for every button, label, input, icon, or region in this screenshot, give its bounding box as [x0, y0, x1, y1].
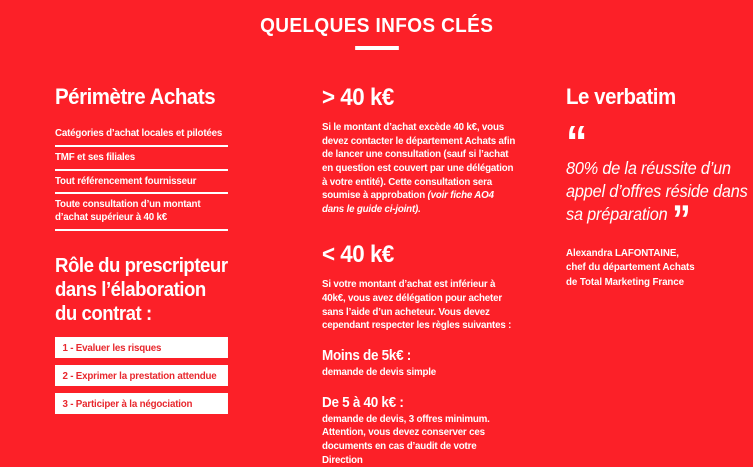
attribution-line: Alexandra LAFONTAINE,: [566, 247, 679, 260]
title-underline: [355, 46, 399, 50]
list-item: Toute consultation d’un montant d’achat supérieur à 40 k€: [55, 194, 228, 231]
perimetre-achats-section: [55, 84, 228, 421]
role-heading-line: du contrat :: [55, 302, 152, 325]
verbatim-section: [566, 84, 748, 289]
header-inner: [260, 15, 493, 50]
role-steps: [55, 337, 228, 414]
quote-body: 80% de la réussite d’un appel d’offres réside dans sa préparation: [566, 158, 748, 225]
step-box: 3 - Participer à la négociation: [55, 393, 228, 414]
over-40k-body: [322, 121, 516, 216]
attribution-line: chef du département Achats: [566, 261, 695, 274]
quote-text: 80% de la réussite d’un appel d’offres réside dans sa préparation ”: [566, 158, 748, 243]
page-title: QUELQUES INFOS CLÉS: [259, 15, 494, 37]
under-5k-body: demande de devis simple: [322, 366, 437, 379]
verbatim-heading: Le verbatim: [566, 84, 676, 109]
list-item: Tout référencement fournisseur: [55, 171, 228, 195]
5-to-40k-heading: De 5 à 40 k€ :: [322, 394, 404, 411]
over-40k-body-italic: (voir fiche AO4 dans le guide ci-joint).: [322, 189, 494, 215]
perimetre-achats-heading: Périmètre Achats: [55, 84, 216, 109]
role-heading-line: Rôle du prescripteur: [55, 254, 228, 277]
attribution-line: de Total Marketing France: [566, 275, 684, 288]
list-item: TMF et ses filiales: [55, 147, 228, 171]
open-quote-icon: “: [566, 116, 588, 168]
5-to-40k-body: demande de devis, 3 offres minimum. Attention, vous devez conserver ces documents en cas d’audit de votre Direction: [322, 412, 490, 466]
over-40k-heading: > 40 k€: [322, 84, 394, 111]
over-40k-body-text: Si le montant d’achat excède 40 k€, vous devez contacter le département Achats afin de lancer une consultation (sauf si l’achat en question est couvert par une délégation à votre entité). Cette consultation sera soumise à approbation: [322, 121, 516, 202]
header: [0, 0, 753, 50]
under-40k-body: Si votre montant d’achat est inférieur à 40k€, vous avez délégation pour acheter sans l’aide d’un acheteur. Vous devez cependant respecter les règles suivantes :: [322, 278, 512, 332]
thresholds-section: [322, 84, 516, 467]
list-item: Catégories d’achat locales et pilotées: [55, 123, 228, 147]
role-heading-line: dans l’élaboration: [55, 278, 206, 301]
role-heading: [55, 254, 228, 326]
under-5k-heading: Moins de 5k€ :: [322, 348, 412, 365]
perimeter-list: [55, 123, 228, 231]
step-box: 2 - Exprimer la prestation attendue: [55, 365, 228, 386]
under-40k-heading: < 40 k€: [322, 241, 394, 269]
quote-attribution: [566, 246, 748, 289]
step-box: 1 - Evaluer les risques: [55, 337, 228, 358]
